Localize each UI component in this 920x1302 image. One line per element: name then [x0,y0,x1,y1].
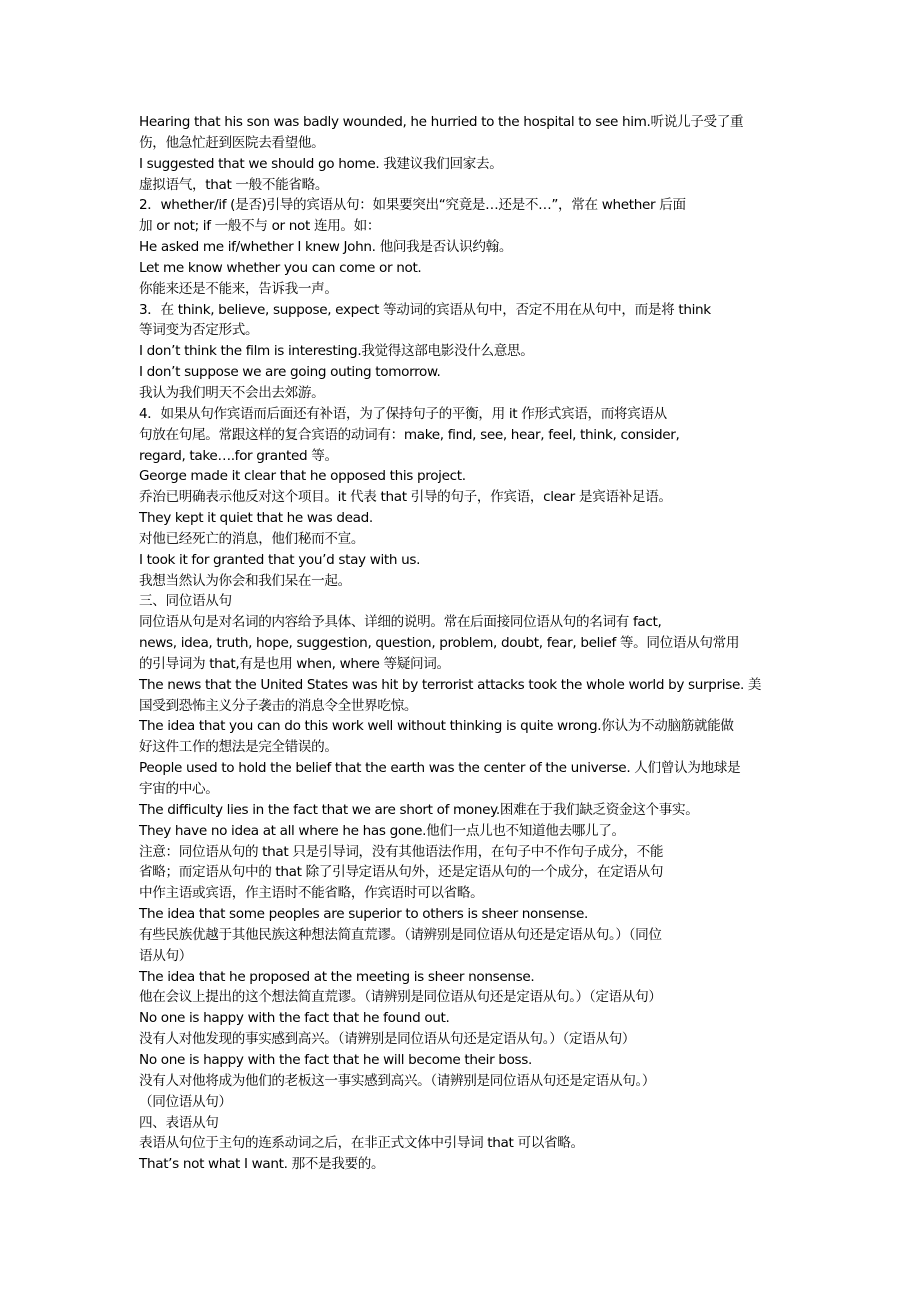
text-line: 他在会议上提出的这个想法简直荒谬。（请辨别是同位语从句还是定语从句。）（定语从句） [139,989,662,1006]
text-line: He asked me if/whether I knew John. 他问我是否认识约翰。 [139,239,513,256]
text-line: I don’t suppose we are going outing tomorrow. [139,364,441,381]
text-line: I suggested that we should go home. 我建议我们回家去。 [139,155,503,172]
text-line: The difficulty lies in the fact that we are short of money.困难在于我们缺乏资金这个事实。 [139,801,699,818]
text-line: The news that the United States was hit by terrorist attacks took the whole world by surprise. 美 [139,676,762,693]
text-line: 没有人对他发现的事实感到高兴。（请辨别是同位语从句还是定语从句。）（定语从句） [139,1031,636,1048]
text-line: 虚拟语气，that 一般不能省略。 [139,176,329,193]
text-line: 三、同位语从句 [139,593,232,610]
text-line: I don’t think the film is interesting.我觉得这部电影没什么意思。 [139,343,534,360]
text-line: 句放在句尾。常跟这样的复合宾语的动词有：make, find, see, hear, feel, think, consider, [139,426,680,443]
text-line: 3．在 think, believe, suppose, expect 等动词的宾语从句中，否定不用在从句中，而是将 think [139,301,711,318]
text-line: 同位语从句是对名词的内容给予具体、详细的说明。常在后面接同位语从句的名词有 fact, [139,614,662,631]
text-line: 你能来还是不能来，告诉我一声。 [139,280,338,297]
text-line: George made it clear that he opposed this project. [139,468,466,485]
text-line: I took it for granted that you’d stay with us. [139,551,421,568]
text-line: They kept it quiet that he was dead. [139,510,373,527]
text-line: 2．whether/if (是否)引导的宾语从句：如果要突出“究竟是…还是不…”，常在 whether 后面 [139,197,686,214]
text-line: 加 or not; if 一般不与 or not 连用。如： [139,218,381,235]
text-line: 4．如果从句作宾语而后面还有补语，为了保持句子的平衡，用 it 作形式宾语，而将宾语从 [139,405,667,422]
text-line: People used to hold the belief that the earth was the center of the universe. 人们曾认为地球是 [139,760,741,777]
text-line: No one is happy with the fact that he found out. [139,1010,450,1027]
text-line: The idea that you can do this work well without thinking is quite wrong.你认为不动脑筋就能做 [139,718,734,735]
text-line: 等词变为否定形式。 [139,322,259,339]
text-line: They have no idea at all where he has gone.他们一点儿也不知道他去哪儿了。 [139,822,625,839]
text-line: 有些民族优越于其他民族这种想法简直荒谬。（请辨别是同位语从句还是定语从句。）（同位 [139,926,662,943]
text-line: 我认为我们明天不会出去郊游。 [139,384,325,401]
text-line: 注意：同位语从句的 that 只是引导词，没有其他语法作用，在句子中不作句子成分，不能 [139,843,664,860]
text-line: Let me know whether you can come or not. [139,259,422,276]
text-line: 宇宙的中心。 [139,781,219,797]
text-line: 语从句） [139,947,192,964]
text-line: 省略；而定语从句中的 that 除了引导定语从句外，还是定语从句的一个成分，在定语从句 [139,864,664,881]
text-line: 的引导词为 that,有是也用 when, where 等疑问词。 [139,655,450,672]
text-line: 伤，他急忙赶到医院去看望他。 [139,134,325,151]
text-line: （同位语从句） [139,1093,232,1110]
text-line: That’s not what I want. 那不是我要的。 [139,1156,385,1173]
text-line: 没有人对他将成为他们的老板这一事实感到高兴。（请辨别是同位语从句还是定语从句。） [139,1072,656,1089]
text-line: Hearing that his son was badly wounded, he hurried to the hospital to see him.听说儿子受了重 [139,114,744,130]
text-line: 表语从句位于主句的连系动词之后，在非正式文体中引导词 that 可以省略。 [139,1135,584,1152]
text-line: The idea that he proposed at the meeting is sheer nonsense. [139,968,535,985]
text-line: 乔治已明确表示他反对这个项目。it 代表 that 引导的句子，作宾语，clear 是宾语补足语。 [139,489,672,506]
text-line: The idea that some peoples are superior to others is sheer nonsense. [139,906,589,923]
text-line: 好这件工作的想法是完全错误的。 [139,739,338,756]
text-line: 四、表语从句 [139,1114,219,1131]
text-line: 中作主语或宾语，作主语时不能省略，作宾语时可以省略。 [139,885,484,902]
text-line: 我想当然认为你会和我们呆在一起。 [139,572,351,589]
text-line: 对他已经死亡的消息，他们秘而不宣。 [139,530,365,547]
document-body [139,112,799,1175]
text-line: No one is happy with the fact that he will become their boss. [139,1051,532,1068]
text-line: regard, take….for granted 等。 [139,447,338,464]
text-line: 国受到恐怖主义分子袭击的消息令全世界吃惊。 [139,697,418,714]
text-line: news, idea, truth, hope, suggestion, question, problem, doubt, fear, belief 等。同位语从句常用 [139,635,740,652]
